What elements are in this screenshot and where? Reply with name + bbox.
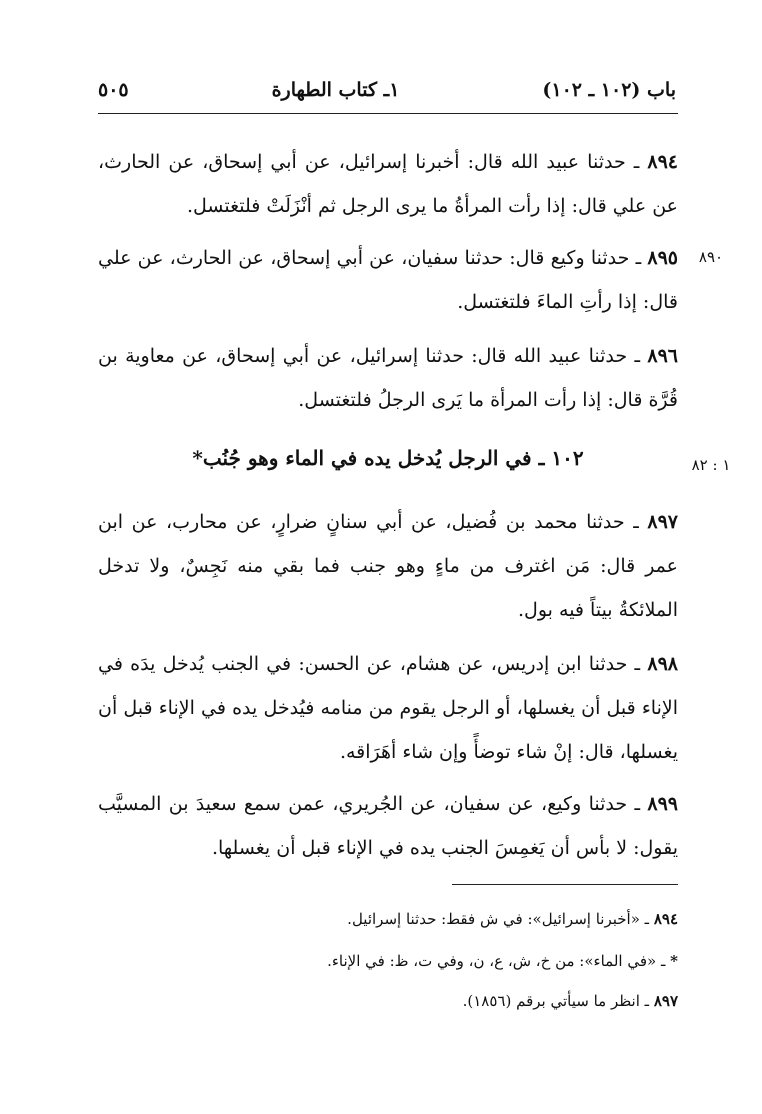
chapter-range: باب (١٠٢ ـ ١٠٢) (542, 79, 676, 101)
footnote-number: * (670, 952, 678, 970)
hadith-text: ـ حدثنا محمد بن فُضيل، عن أبي سنانٍ ضرارٍ، عن محارب، عن ابن عمر قال: مَن اغترف من ماءٍ وهو جنب فما بقي منه نَجِسٌ، ولا تدخل الملائكةُ بيتاً فيه بول. (98, 511, 678, 621)
footnote (98, 992, 678, 1010)
hadith-paragraph (98, 642, 678, 774)
footnote-number: ٨٩٧ (653, 992, 678, 1010)
hadith-number: ٨٩٨ (647, 653, 679, 675)
footnote-divider (452, 884, 678, 885)
hadith-paragraph (98, 782, 678, 870)
hadith-text: ـ حدثنا ابن إدريس، عن هشام، عن الحسن: في الجنب يُدخل يدَه في الإناء قبل أن يغسلها، أو الرجل يقوم من منامه فيُدخل يده في الإناء قبل أن يغسلها، قال: إنْ شاء توضأً وإن شاء أهَرَاقه. (98, 653, 678, 763)
hadith-text: ـ حدثنا وكيع، عن سفيان، عن الجُريري، عمن سمع سعيدَ بن المسيَّب يقول: لا بأس أن يَغمِسَ الجنب يده في الإناء قبل أن يغسلها. (98, 793, 678, 859)
footnote (98, 910, 678, 928)
footnote-number: ٨٩٤ (653, 910, 678, 928)
margin-hadith-ref: ٨٩٠ (698, 248, 724, 266)
hadith-text: ـ حدثنا عبيد الله قال: حدثنا إسرائيل، عن أبي إسحاق، عن معاوية بن قُرَّة قال: إذا رأت المرأة ما يَرى الرجلُ فلتغتسل. (98, 345, 678, 411)
footnote (98, 952, 678, 970)
running-header (98, 70, 676, 110)
hadith-paragraph (98, 334, 678, 422)
hadith-number: ٨٩٦ (647, 345, 678, 367)
margin-chapter-ref: ١ : ٨٢ (691, 456, 731, 474)
chapter-heading: ١٠٢ ـ في الرجل يُدخل يده في الماء وهو جُنُب* (192, 446, 584, 470)
hadith-number: ٨٩٤ (647, 151, 678, 173)
footnote-text: ـ «أخبرنا إسرائيل»: في ش فقط: حدثنا إسرائيل. (347, 910, 650, 928)
hadith-paragraph (98, 140, 678, 228)
hadith-paragraph (98, 236, 678, 324)
page-number: ٥٠٥ (98, 79, 129, 101)
book-title: ١ـ كتاب الطهارة (271, 79, 400, 101)
hadith-number: ٨٩٥ (647, 247, 678, 269)
header-divider (98, 113, 678, 114)
hadith-number: ٨٩٩ (647, 793, 678, 815)
hadith-text: ـ حدثنا وكيع قال: حدثنا سفيان، عن أبي إسحاق، عن الحارث، عن علي قال: إذا رأتِ الماءَ فلتغتسل. (98, 247, 678, 313)
footnote-text: ـ انظر ما سيأتي برقم (١٨٥٦). (462, 992, 650, 1010)
hadith-paragraph (98, 500, 678, 632)
hadith-text: ـ حدثنا عبيد الله قال: أخبرنا إسرائيل، عن أبي إسحاق، عن الحارث، عن علي قال: إذا رأت المرأةُ ما يرى الرجل ثم أنْزَلَتْ فلتغتسل. (98, 151, 678, 217)
hadith-number: ٨٩٧ (647, 511, 678, 533)
footnote-text: ـ «في الماء»: من خ، ش، ع، ن، وفي ت، ظ: في الإناء. (327, 952, 666, 970)
